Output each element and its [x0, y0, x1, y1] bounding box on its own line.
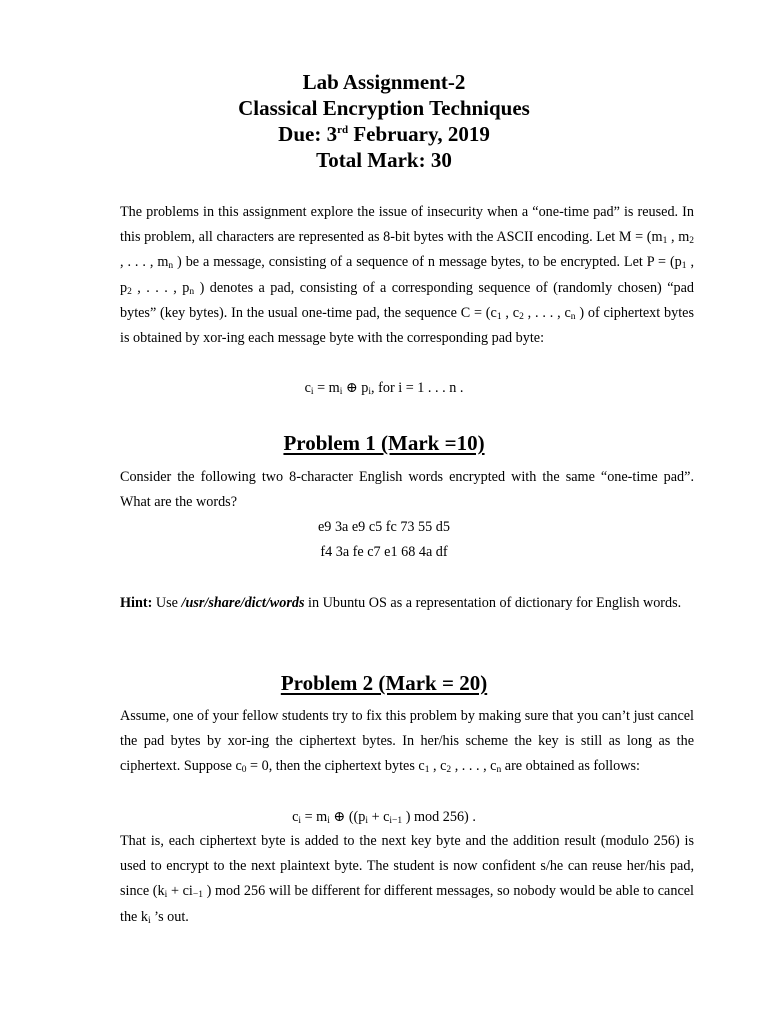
- total-mark: Total Mark: 30: [316, 148, 452, 172]
- hint-paragraph: Hint: Use /usr/share/dict/words in Ubuntu OS as a representation of dictionary for English words.: [120, 595, 682, 611]
- problem2-heading: Problem 2 (Mark = 20): [280, 671, 488, 695]
- problem1-text: Consider the following two 8-character English words encrypted with the same “one-time pad”. What are the words?: [120, 469, 694, 511]
- intro-paragraph: The problems in this assignment explore the issue of insecurity when a “one-time pad” is reused. In this problem, all characters are represented as 8-bit bytes with the ASCII encoding. Let $M = (m_1$ , $m_2$ , . . . , $m_n$ ) be a message, consisting of a sequence of n message bytes, to be encrypted. Let $P = (p_1$ , $p_2$ , . . . , $p_n$ ) denotes a pad, consisting of a corresponding sequence of (randomly chosen) “pad bytes” (key bytes). In the usual one-time pad, the sequence $C = (c_1$ , $c_2$ , . . . , $c_n$ ) of ciphertext bytes is obtained by xor-ing each message byte with the corresponding pad byte:: [120, 204, 694, 347]
- problem2-equation: $c_i = m_i$ ⊕ (($p_i + c_{i-1}$ ) mod 256) .: [292, 809, 476, 826]
- otp-equation: $c_i = m_i$ ⊕ $p_i$, for i = 1 . . . n .: [304, 380, 464, 397]
- problem1-heading: Problem 1 (Mark =10): [283, 431, 485, 455]
- problem2-text: Assume, one of your fellow students try to fix this problem by making sure that you can’t just cancel the pad bytes by xor-ing the ciphertext bytes. In her/his scheme the key is still as long as the ciphertext. Suppose $c_0 = 0$, then the ciphertext bytes $c_1$ , $c_2$ , . . . , $c_n$ are obtained as follows:: [120, 708, 694, 776]
- ciphertext-line-2: f4 3a fe c7 e1 68 4a df: [320, 544, 448, 560]
- problem2-explanation: That is, each ciphertext byte is added to the next key byte and the addition result (modulo 256) is used to encrypt to the next plaintext byte. The student is now confident s/he can reuse her/his pad, since ($k_i + ci_{-1}$ ) mod 256 will be different for different messages, so nobody would be able to cancel the $k_i$ ’s out.: [120, 833, 694, 926]
- doc-title: Lab Assignment-2: [302, 70, 466, 94]
- due-date: Due: 3rd February, 2019: [278, 122, 490, 146]
- ciphertext-line-1: e9 3a e9 c5 fc 73 55 d5: [318, 519, 450, 535]
- doc-subtitle: Classical Encryption Techniques: [238, 96, 530, 120]
